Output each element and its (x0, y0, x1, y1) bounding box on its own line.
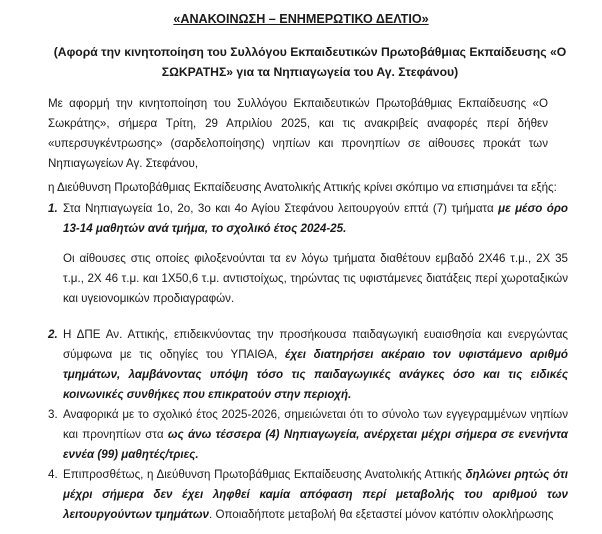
item-emphasis: έχει διατηρήσει ακέραιο τον υφιστάμενο αριθμό τμημάτων, λαμβάνοντας υπόψη τόσο τις παιδαγωγικές ανάγκες όσο και τις ειδικές κοινωνικές συνθήκες που επικρατούν στην περιοχή. (63, 348, 568, 401)
item-number: 2. (48, 328, 58, 341)
list-item (48, 325, 568, 405)
item-text: Αναφορικά με το σχολικό έτος 2025-2026, σημειώνεται ότι το σύνολο των εγγεγραμμένων νηπίων και προνηπίων στα ως άνω τέσσερα (4) Νηπιαγωγεία, ανέρχεται μέχρι σήμερα σε ενενήντα εννέα (99) μαθητές/τριες. (63, 408, 568, 461)
item-number: 4. (48, 468, 58, 481)
lead-sentence: η Διεύθυνση Πρωτοβάθμιας Εκπαίδευσης Ανατολικής Αττικής κρίνει σκόπιμο να επισημάνει τα εξής: (48, 181, 557, 194)
item-text: Στα Νηπιαγωγεία 1ο, 2ο, 3ο και 4ο Αγίου Στεφάνου λειτουργούν επτά (7) τμήματα με μέσο όρο 13-14 μαθητών ανά τμήμα, το σχολικό έτος 2024-25. (63, 202, 568, 235)
item-emphasis: δηλώνει ρητώς ότι μέχρι σήμερα δεν έχει ληφθεί καμία απόφαση περί μεταβολής του αριθμού των λειτουργούντων τμημάτων (63, 468, 568, 521)
page-title: «ΑΝΑΚΟΙΝΩΣΗ – ΕΝΗΜΕΡΩΤΙΚΟ ΔΕΛΤΙΟ» (173, 12, 429, 26)
intro-paragraph: Με αφορμή την κινητοποίηση του Συλλόγου Εκπαιδευτικών Πρωτοβάθμιας Εκπαίδευσης «Ο Σωκράτης», σήμερα Τρίτη, 29 Απριλίου 2025, και τις ανακριβείς αναφορές περί δήθεν «υπερσυγκέντρωσης» (σαρδελοποίησης) νηπίων και προνηπίων σε αίθουσες προκάτ των Νηπιαγωγείων Αγ. Στεφάνου, (48, 97, 548, 170)
item-number: 3. (48, 408, 58, 421)
item-text: Η ΔΠΕ Αν. Αττικής, επιδεικνύοντας την προσήκουσα παιδαγωγική ευαισθησία και ενεργώντας σύμφωνα με τις οδηγίες του ΥΠΑΙΘΑ, έχει διατηρήσει ακέραιο τον υφιστάμενο αριθμό τμημάτων, λαμβάνοντας υπόψη τόσο τις παιδαγωγικές ανάγκες όσο και τις ειδικές κοινωνικές συνθήκες που επικρατούν στην περιοχή. (63, 328, 568, 401)
list-item (48, 405, 568, 465)
item-number: 1. (48, 202, 58, 215)
item-emphasis: ως άνω τέσσερα (4) Νηπιαγωγεία, ανέρχεται μέχρι σήμερα σε ενενήντα εννέα (99) μαθητές/τριες. (63, 428, 568, 461)
item-emphasis: με μέσο όρο 13-14 μαθητών ανά τμήμα, το σχολικό έτος 2024-25. (63, 202, 568, 235)
item-text: Επιπροσθέτως, η Διεύθυνση Πρωτοβάθμιας Εκπαίδευσης Ανατολικής Αττικής δηλώνει ρητώς ότι μέχρι σήμερα δεν έχει ληφθεί καμία απόφαση περί μεταβολής του αριθμού των λειτουργούντων τμημάτων. Οποιαδήποτε μεταβολή θα εξεταστεί μόνον κατόπιν ολοκλήρωσης (63, 468, 568, 521)
page-subtitle: (Αφορά την κινητοποίηση του Συλλόγου Εκπαιδευτικών Πρωτοβάθμιας Εκπαίδευσης «Ο ΣΩΚΡΑΤΗΣ» για τα Νηπιαγωγεία του Αγ. Στεφάνου) (53, 45, 567, 79)
list-item (48, 465, 568, 525)
item-paragraph: Οι αίθουσες στις οποίες φιλοξενούνται τα εν λόγω τμήματα διαθέτουν εμβαδό 2Χ46 τ.μ., 2Χ 35 τ.μ., 2Χ 46 τ.μ. και 1Χ50,6 τ.μ. αντιστοίχως, τηρώντας τις υφιστάμενες διατάξεις περί χωροταξικών και υγειονομικών προδιαγραφών. (63, 252, 568, 305)
list-item (48, 199, 568, 309)
